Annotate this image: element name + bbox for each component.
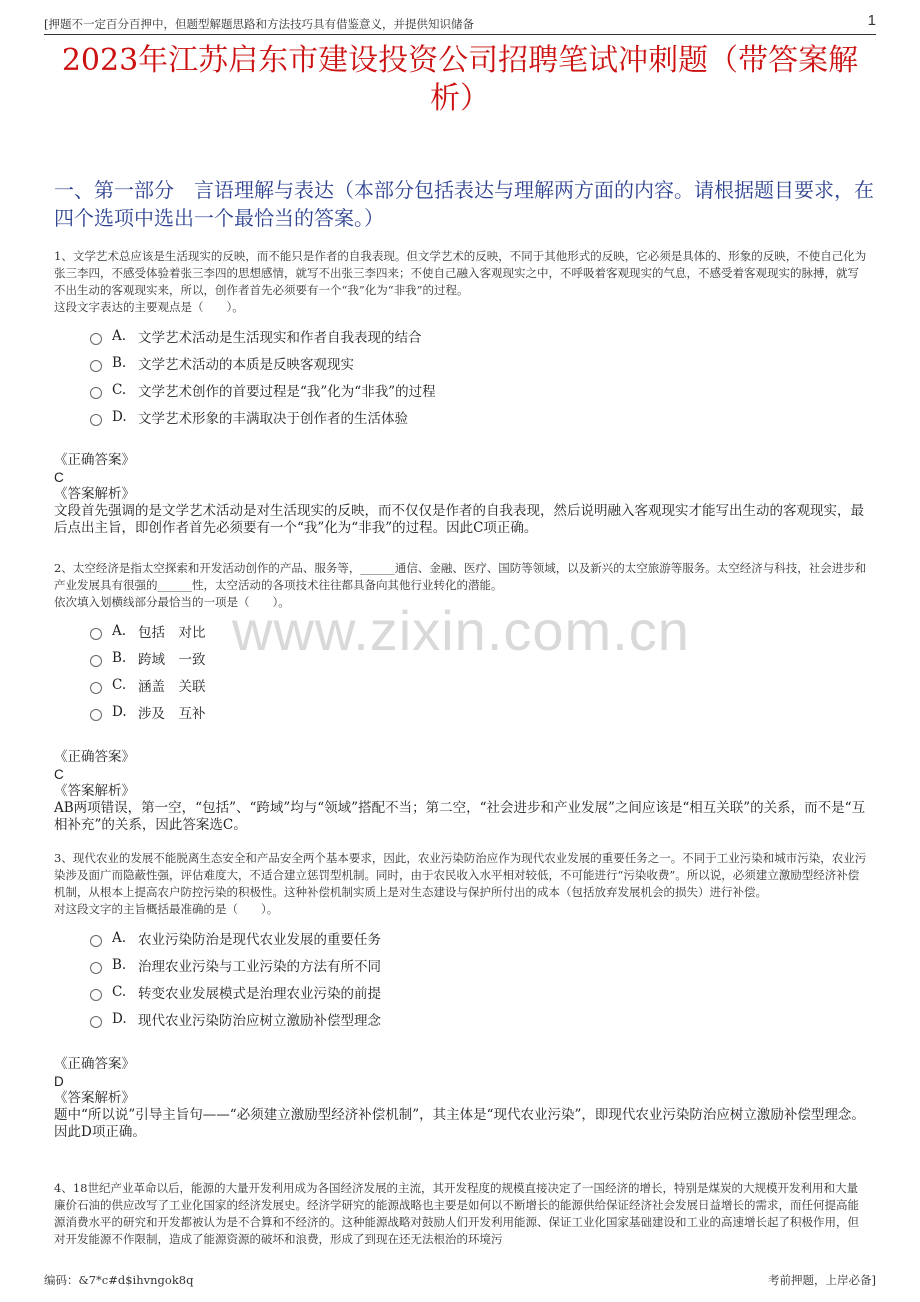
radio-icon[interactable] [90,333,102,345]
option-letter: C. [112,983,127,1000]
option-letter: D. [112,703,127,720]
option-list [90,617,868,725]
question-stem: 1、文学艺术总应该是生活现实的反映，而不能只是作者的自我表现。但文学艺术的反映，不同于其他形式的反映，它必须是具体的、形象的反映，不使自己化为张三李四，不感受体验着张三李四的思想感情，就写不出张三李四来；不使自己融入客观现实之中，不呼吸着客观现实的气息，不感受着客观现实的脉搏，就写不出生动的客观现实来，所以，创作者首先必须要有一个“我”化为“非我”的过程。 [54,249,867,297]
option-b[interactable] [90,349,868,376]
analysis-label: 《答案解析》 [54,1090,135,1106]
option-letter: D. [112,1010,127,1027]
answer-label: 《正确答案》 [54,749,135,765]
answer-value: C [54,470,64,485]
option-text: 涵盖 关联 [138,678,206,695]
option-text: 跨域 一致 [138,651,206,668]
option-text: 文学艺术活动的本质是反映客观现实 [138,356,354,373]
option-text: 涉及 互补 [138,705,206,722]
option-text: 文学艺术创作的首要过程是“我”化为“非我”的过程 [138,383,436,400]
answer-label: 《正确答案》 [54,452,135,468]
option-d[interactable] [90,403,868,430]
option-d[interactable] [90,698,868,725]
document-title: 2023年江苏启东市建设投资公司招聘笔试冲刺题（带答案解析） [61,43,859,116]
radio-icon[interactable] [90,962,102,974]
option-text: 治理农业污染与工业污染的方法有所不同 [138,958,381,975]
radio-icon[interactable] [90,682,102,694]
question-prompt: 依次填入划横线部分最恰当的一项是（ ）。 [54,595,290,609]
radio-icon[interactable] [90,628,102,640]
option-a[interactable] [90,617,868,644]
option-b[interactable] [90,644,868,671]
radio-icon[interactable] [90,935,102,947]
radio-icon[interactable] [90,989,102,1001]
answer-label: 《正确答案》 [54,1056,135,1072]
question-4 [54,1180,868,1258]
option-letter: A. [112,929,127,946]
option-letter: A. [112,327,127,344]
option-letter: D. [112,408,127,425]
analysis-text: 题中“所以说”引导主旨句——“必须建立激励型经济补偿机制”，其主体是“现代农业污染”，即现代农业污染防治应树立激励补偿型理念。因此D项正确。 [54,1107,865,1140]
radio-icon[interactable] [90,414,102,426]
option-letter: A. [112,622,127,639]
option-letter: B. [112,956,127,973]
option-list [90,924,868,1032]
footer-slogan: 考前押题，上岸必备] [768,1273,876,1287]
radio-icon[interactable] [90,709,102,721]
option-text: 现代农业污染防治应树立激励补偿型理念 [138,1012,381,1029]
page-number: 1 [867,12,876,29]
question-prompt: 这段文字表达的主要观点是（ ）。 [54,300,244,314]
option-c[interactable] [90,671,868,698]
answer-block [54,749,868,834]
radio-icon[interactable] [90,1016,102,1028]
option-a[interactable] [90,322,868,349]
answer-block [54,452,868,537]
answer-block [54,1056,868,1141]
page-header [44,12,876,35]
option-text: 转变农业发展模式是治理农业污染的前提 [138,985,381,1002]
watermark: www.zixin.com.cn [232,599,690,662]
question-prompt: 对这段文字的主旨概括最准确的是（ ）。 [54,902,279,916]
answer-value: D [54,1074,64,1089]
radio-icon[interactable] [90,360,102,372]
section-heading: 一、第一部分 言语理解与表达（本部分包括表达与理解两方面的内容。请根据题目要求，在四个选项中选出一个最恰当的答案。） [54,178,874,230]
question-1 [54,248,868,537]
answer-value: C [54,767,64,782]
question-stem: 3、现代农业的发展不能脱离生态安全和产品安全两个基本要求，因此，农业污染防治应作为现代农业发展的重要任务之一。不同于工业污染和城市污染，农业污染涉及面广而隐蔽性强，评估难度大，不适合建立惩罚型机制。同时，由于农民收入水平相对较低，不可能进行“污染收费”。所以说，必须建立激励型经济补偿机制，从根本上提高农户防控污染的积极性。这种补偿机制实质上是对生态建设与保护所付出的成本（包括放弃发展机会的损失）进行补偿。 [54,851,867,899]
option-a[interactable] [90,924,868,951]
option-letter: B. [112,354,127,371]
radio-icon[interactable] [90,387,102,399]
footer-code: 编码：&7*c#d$ihvngok8q [44,1273,194,1287]
option-text: 包括 对比 [138,624,206,641]
option-d[interactable] [90,1005,868,1032]
option-b[interactable] [90,951,868,978]
option-c[interactable] [90,376,868,403]
question-2 [54,560,868,834]
analysis-label: 《答案解析》 [54,783,135,799]
header-note: [押题不一定百分百押中，但题型解题思路和方法技巧具有借鉴意义，并提供知识储备 [44,17,474,31]
question-stem: 2、太空经济是指太空探索和开发活动创作的产品、服务等，______通信、金融、医疗、国防等领域，以及新兴的太空旅游等服务。太空经济与科技，社会进步和产业发展具有很强的______性，太空活动的各项技术往往都具备向其他行业转化的潜能。 [54,561,867,592]
radio-icon[interactable] [90,655,102,667]
option-text: 文学艺术形象的丰满取决于创作者的生活体验 [138,410,408,427]
question-3 [54,850,868,1141]
option-list [90,322,868,430]
option-letter: C. [112,381,127,398]
analysis-label: 《答案解析》 [54,486,135,502]
option-letter: B. [112,649,127,666]
analysis-text: 文段首先强调的是文学艺术活动是对生活现实的反映，而不仅仅是作者的自我表现，然后说明融入客观现实才能写出生动的客观现实，最后点出主旨，即创作者首先必须要有一个“我”化为“非我”的过程。因此C项正确。 [54,503,864,536]
option-text: 文学艺术活动是生活现实和作者自我表现的结合 [138,329,422,346]
analysis-text: AB两项错误，第一空，“包括”、“跨域”均与“领域”搭配不当；第二空，“社会进步和产业发展”之间应该是“相互关联”的关系，而不是“互相补充”的关系，因此答案选C。 [54,800,866,833]
option-c[interactable] [90,978,868,1005]
question-stem: 4、18世纪产业革命以后，能源的大量开发利用成为各国经济发展的主流，其开发程度的规模直接决定了一国经济的增长，特别是煤炭的大规模开发利用和大量廉价石油的供应改写了工业化国家的经济发展史。经济学研究的能源战略也主要是如何以不断增长的能源供给保证经济社会发展日益增长的需求，而任何提高能源消费水平的研究和开发都被认为是不合算和不经济的。这种能源战略对鼓励人们开发利用能源、保证工业化国家基础建设和工业的高速增长起了积极作用，但对开发能源不作限制，造成了能源资源的破坏和浪费，形成了到现在还无法根治的环境污 [54,1181,859,1246]
option-letter: C. [112,676,127,693]
option-text: 农业污染防治是现代农业发展的重要任务 [138,931,381,948]
